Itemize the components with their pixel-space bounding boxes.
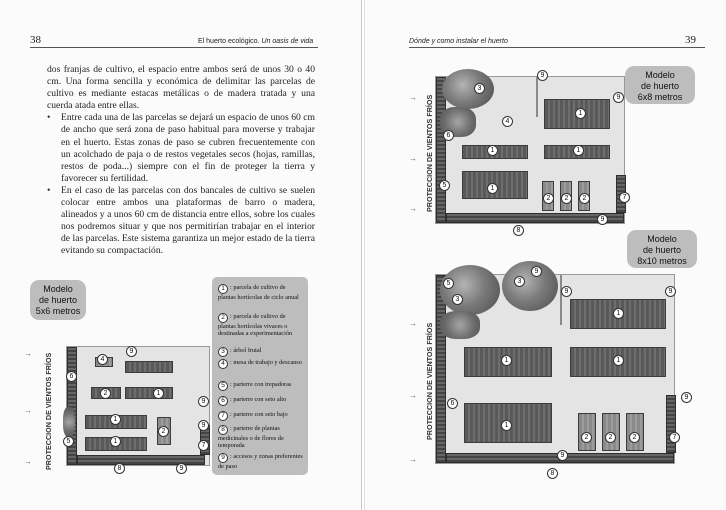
wind-protection-label: PROTECCION DE VIENTOS FRÍOS xyxy=(425,322,434,440)
marker: 9 xyxy=(531,266,542,277)
model-line: Modelo xyxy=(645,70,675,80)
marker: 7 xyxy=(669,432,680,443)
low-hedge xyxy=(666,395,676,453)
marker: 1 xyxy=(501,420,512,431)
wind-arrow-icon: → xyxy=(409,391,417,400)
wind-arrow-icon: → xyxy=(409,319,417,328)
wind-arrow-icon: → xyxy=(24,457,32,466)
marker: 1 xyxy=(575,108,586,119)
legend-text: : parcela de cultivo de plantas hortícolas de ciclo anual xyxy=(218,284,299,301)
book-title: El huerto ecológico. xyxy=(198,38,260,45)
legend-item xyxy=(218,453,304,470)
marker: 9 xyxy=(613,92,624,103)
legend-text: : parterre de plantas medicinales o de flores de temporada xyxy=(218,425,284,450)
marker: 9 xyxy=(597,214,608,225)
legend-number: 1 xyxy=(218,284,228,294)
wind-arrow-icon: → xyxy=(409,204,417,213)
marker: 8 xyxy=(513,225,524,236)
marker: 9 xyxy=(176,463,187,474)
marker: 3 xyxy=(514,276,525,287)
header-rule xyxy=(30,47,318,48)
marker: 9 xyxy=(126,346,137,357)
marker: 9 xyxy=(561,286,572,297)
marker: 2 xyxy=(100,388,111,399)
marker: 9 xyxy=(537,70,548,81)
marker: 1 xyxy=(153,388,164,399)
wind-protection-label: PROTECCION DE VIENTOS FRÍOS xyxy=(425,94,434,212)
climbing-plants xyxy=(440,311,480,339)
right-page xyxy=(364,0,726,510)
legend-text: : parterre con seto alto xyxy=(230,396,287,403)
wind-arrow-icon: → xyxy=(409,93,417,102)
fruit-tree-icon xyxy=(502,261,558,311)
legend-number: 6 xyxy=(218,396,228,406)
model-line: 8x10 metros xyxy=(637,256,687,266)
marker: 9 xyxy=(681,392,692,403)
fruit-tree-icon xyxy=(440,265,500,315)
legend-text: : mesa de trabajo y descanso xyxy=(230,359,302,366)
marker: 2 xyxy=(543,193,554,204)
header-rule xyxy=(409,47,705,48)
book-subtitle: Un oasis de vida xyxy=(261,38,314,45)
marker: 1 xyxy=(501,355,512,366)
model-line: 6x8 metros xyxy=(637,92,683,102)
legend-text: : parterre con seto bajo xyxy=(230,411,288,418)
model-line: de huerto xyxy=(642,245,682,255)
left-page xyxy=(0,0,362,510)
marker: 2 xyxy=(605,432,616,443)
legend-number: 7 xyxy=(218,411,228,421)
marker: 5 xyxy=(443,278,454,289)
bullet-text: Entre cada una de las parcelas se dejará un espacio de unos 60 cm de ancho que será zona de paso habitual para moverse y trabajar en el huerto. Estas zonas de paso se cubren frecuentemente con un acolchado de paja o de restos vegetales secos (hojas, ramillas, restos de poda...) siempre con el fin de proteger la tierra y favorecer su fertilidad. xyxy=(61,112,315,184)
legend-item xyxy=(218,381,304,391)
marker: 1 xyxy=(613,355,624,366)
model-label-6x8 xyxy=(625,66,695,104)
legend-item xyxy=(218,425,304,449)
garden-plan-6x8 xyxy=(435,76,625,224)
legend-box xyxy=(212,277,308,475)
garden-plan-5x6 xyxy=(66,346,210,466)
bullet-item xyxy=(47,185,315,258)
legend-number: 8 xyxy=(218,425,228,435)
model-line: Modelo xyxy=(647,234,677,244)
page-number-right: 39 xyxy=(685,34,696,46)
legend-text: : accesos y zonas preferentes de paso xyxy=(218,453,303,470)
running-head-left xyxy=(198,38,313,45)
legend-number: 9 xyxy=(218,453,228,463)
marker: 2 xyxy=(581,432,592,443)
legend-item xyxy=(218,347,304,357)
bullet-mark: • xyxy=(47,184,51,196)
wind-arrow-icon: → xyxy=(24,406,32,415)
marker: 8 xyxy=(547,468,558,479)
model-label-8x10 xyxy=(627,230,697,268)
crop-bed xyxy=(125,361,173,373)
wind-arrow-icon: → xyxy=(24,349,32,358)
marker: 7 xyxy=(198,440,209,451)
legend-number: 2 xyxy=(218,313,228,323)
marker: 5 xyxy=(63,436,74,447)
crop-bed xyxy=(125,387,173,399)
marker: 1 xyxy=(487,183,498,194)
marker: 9 xyxy=(665,286,676,297)
legend-number: 5 xyxy=(218,381,228,391)
legend-text: : parcela de cultivo de plantas hortícolas vivaces o destinadas a experimentación xyxy=(218,313,293,338)
marker: 4 xyxy=(97,354,108,365)
fruit-tree-icon xyxy=(442,69,494,109)
model-line: de huerto xyxy=(640,81,680,91)
legend-item xyxy=(218,313,304,337)
body-text xyxy=(47,64,315,258)
access-path xyxy=(560,275,562,325)
marker: 2 xyxy=(629,432,640,443)
flower-bed-border xyxy=(77,455,205,465)
marker: 2 xyxy=(561,193,572,204)
marker: 8 xyxy=(114,463,125,474)
access-path xyxy=(536,77,538,117)
bullet-item xyxy=(47,112,315,185)
wind-protection-label: PROTECCION DE VIENTOS FRÍOS xyxy=(44,352,53,470)
legend-item xyxy=(218,284,304,301)
marker: 9 xyxy=(198,396,209,407)
marker: 9 xyxy=(557,450,568,461)
model-label-5x6 xyxy=(30,280,86,320)
model-line: de huerto xyxy=(38,295,78,305)
running-head-right: Dónde y como instalar el huerto xyxy=(409,38,508,45)
marker: 1 xyxy=(613,308,624,319)
paragraph-continued: dos franjas de cultivo, el espacio entre ambos será de unos 30 o 40 cm. Una forma sencilla y económica de delimitar las parcelas de cultivo es mediante estacas metálicas o de madera tratada y una cuerda atada entre ellas. xyxy=(47,64,315,112)
legend-item xyxy=(218,359,304,369)
marker: 1 xyxy=(110,436,121,447)
model-line: Modelo xyxy=(43,284,73,294)
marker: 6 xyxy=(447,398,458,409)
legend-text: : parterre con trepadoras xyxy=(230,381,292,388)
marker: 6 xyxy=(66,371,77,382)
model-line: 5x6 metros xyxy=(35,306,81,316)
tall-hedge xyxy=(67,347,77,465)
marker: 1 xyxy=(110,414,121,425)
legend-number: 3 xyxy=(218,347,228,357)
marker: 1 xyxy=(487,145,498,156)
marker: 3 xyxy=(452,294,463,305)
bullet-mark: • xyxy=(47,112,51,124)
marker: 2 xyxy=(579,193,590,204)
legend-number: 4 xyxy=(218,359,228,369)
marker: 7 xyxy=(619,192,630,203)
wind-arrow-icon: → xyxy=(409,455,417,464)
bullet-text: En el caso de las parcelas con dos bancales de cultivo se suelen colocar entre ambos una plataformas de barro o madera, alineados y a unos 60 cm de distancia entre ellos, sobre los cuales nos podremos situar y que nos permitirían trabajar en el interior de las parcelas. Este sistema garantiza un mejor estado de la tierra evitando su compactación. xyxy=(61,184,315,257)
marker: 4 xyxy=(502,116,513,127)
marker: 2 xyxy=(158,426,169,437)
marker: 9 xyxy=(198,420,209,431)
page-number-left: 38 xyxy=(30,34,41,46)
legend-item xyxy=(218,411,304,421)
marker: 1 xyxy=(573,145,584,156)
marker: 6 xyxy=(443,130,454,141)
marker: 5 xyxy=(439,180,450,191)
legend-item xyxy=(218,396,304,406)
climbing-plants xyxy=(63,407,75,437)
wind-arrow-icon: → xyxy=(409,154,417,163)
legend-text: : árbol frutal xyxy=(230,347,262,354)
marker: 3 xyxy=(474,83,485,94)
